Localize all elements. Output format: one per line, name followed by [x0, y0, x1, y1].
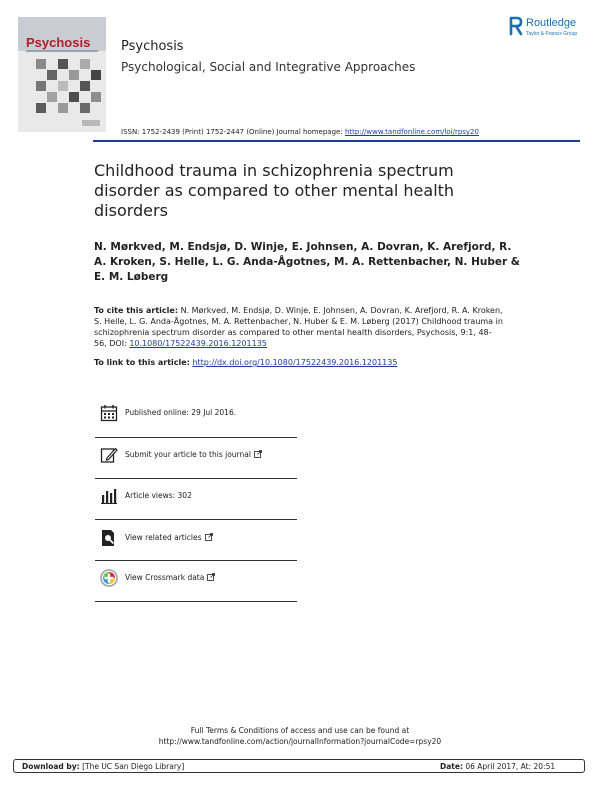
published-online-row: [100, 404, 300, 424]
cover-publisher-mark: [82, 120, 100, 126]
document-search-icon: [100, 529, 118, 547]
routledge-logo-icon: [509, 16, 523, 36]
article-link-line: [94, 358, 397, 367]
publisher-group: Taylor & Francis Group: [526, 31, 578, 37]
citation-block: [94, 305, 504, 349]
terms-block: [100, 725, 500, 747]
info-divider: [95, 601, 297, 602]
calendar-icon: [100, 404, 118, 422]
crossmark-row[interactable]: [100, 569, 300, 589]
related-articles-row[interactable]: [100, 529, 300, 549]
terms-url[interactable]: http://www.tandfonline.com/action/journalInformation?journalCode=rpsy20: [158, 737, 442, 746]
submit-article-link[interactable]: [125, 450, 262, 459]
download-date: [440, 762, 555, 771]
bar-chart-icon: [100, 487, 118, 505]
doi-link[interactable]: 10.1080/17522439.2016.1201135: [129, 339, 267, 348]
published-online-text: Published online: 29 Jul 2016.: [125, 408, 237, 417]
cover-title: Psychosis: [26, 35, 91, 50]
download-date-label: Date:: [440, 762, 463, 771]
external-link-icon: [205, 533, 213, 541]
publisher-name: Routledge: [526, 17, 577, 29]
info-divider: [95, 519, 297, 520]
crossmark-link[interactable]: [125, 573, 215, 582]
citation-label: To cite this article:: [94, 306, 179, 315]
info-divider: [95, 478, 297, 479]
external-link-icon: [207, 573, 215, 581]
journal-subtitle: Psychological, Social and Integrative Approaches: [121, 60, 416, 74]
journal-homepage-link[interactable]: http://www.tandfonline.com/loi/rpsy20: [344, 128, 479, 136]
submit-article-label: Submit your article to this journal: [125, 450, 251, 459]
crossmark-label: View Crossmark data: [125, 573, 205, 582]
citation-text: N. Mørkved, M. Endsjø, D. Winje, E. Johnsen, A. Dovran, K. Arefjord, R. A. Kroken, S. Helle, L. G. Anda-Ågotnes, M. A. Rettenbacher, N. Huber & E. M. Løberg (2017) Childhood trauma in schizophrenia spectrum disorder as compared to other mental health disorders, Psychosis, 9:1, 48-56, DOI:: [94, 306, 503, 348]
article-authors: N. Mørkved, M. Endsjø, D. Winje, E. Johnsen, A. Dovran, K. Arefjord, R. A. Kroken, S. Helle, L. G. Anda-Ågotnes, M. A. Rettenbacher, N. Huber & E. M. Løberg: [94, 241, 520, 283]
cover-subtitle-line: [26, 50, 98, 52]
external-link-icon: [254, 450, 262, 458]
article-url-link[interactable]: http://dx.doi.org/10.1080/17522439.2016.1201135: [192, 358, 398, 367]
downloaded-by-value: [The UC San Diego Library]: [82, 762, 185, 771]
terms-text: Full Terms & Conditions of access and use can be found at: [190, 726, 410, 735]
related-articles-label: View related articles: [125, 533, 202, 542]
info-divider: [95, 437, 297, 438]
related-articles-link[interactable]: [125, 533, 213, 542]
issn-line: [121, 128, 479, 136]
downloaded-by-label: Download by:: [22, 762, 80, 771]
issn-text: ISSN: 1752-2439 (Print) 1752-2447 (Online) Journal homepage:: [121, 128, 343, 136]
journal-name: Psychosis: [121, 39, 184, 54]
submit-article-row[interactable]: [100, 446, 300, 466]
info-divider: [95, 560, 297, 561]
article-views-row: [100, 487, 300, 507]
cover-pattern: [36, 59, 102, 121]
crossmark-icon: [100, 569, 118, 587]
journal-cover-image: [18, 17, 106, 132]
article-link-label: To link to this article:: [94, 358, 190, 367]
article-views-text: Article views: 302: [125, 491, 192, 500]
download-date-value: 06 April 2017, At: 20:51: [465, 762, 556, 771]
pencil-icon: [100, 446, 118, 464]
downloaded-by: [22, 762, 184, 771]
header-divider: [93, 140, 580, 142]
article-title: Childhood trauma in schizophrenia spectrum disorder as compared to other mental health disorders: [94, 161, 455, 220]
